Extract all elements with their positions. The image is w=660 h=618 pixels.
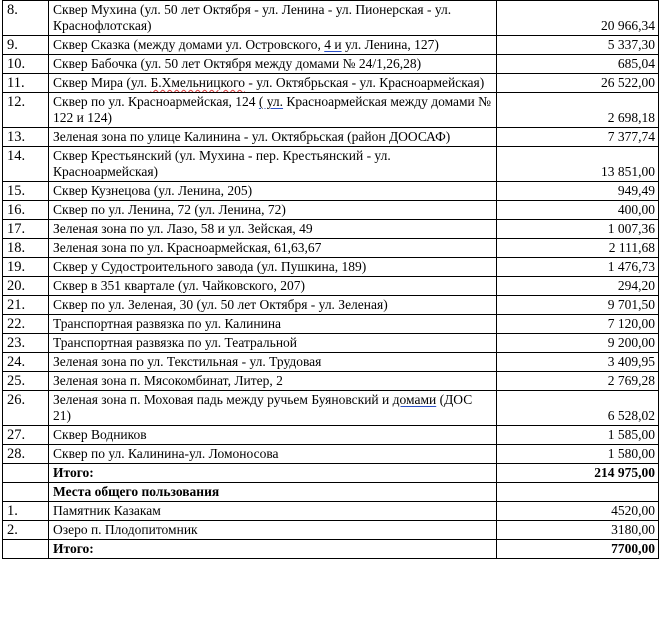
row-name-text: Сквер по ул. Калинина-ул. Ломоносова [53, 446, 279, 461]
row-number: 12. [3, 93, 49, 128]
row-name-text: Транспортная развязка по ул. Театральной [53, 335, 298, 350]
table-row [3, 74, 659, 93]
row-name [49, 201, 497, 220]
table-row [3, 445, 659, 464]
public-places-heading-row [3, 483, 659, 502]
table-row [3, 201, 659, 220]
public-places-section [3, 502, 659, 540]
row-name-text: Зеленая зона п. Мясокомбинат, Литер, 2 [53, 373, 283, 388]
row-value: 3 409,95 [497, 353, 659, 372]
row-value: 685,04 [497, 55, 659, 74]
table-row [3, 277, 659, 296]
row-number: 22. [3, 315, 49, 334]
public-places-heading: Места общего пользования [49, 483, 497, 502]
row-name [49, 182, 497, 201]
row-name [49, 36, 497, 55]
table-row [3, 258, 659, 277]
row-name [49, 220, 497, 239]
heading-value-cell [497, 483, 659, 502]
table-row [3, 239, 659, 258]
table-row [3, 334, 659, 353]
row-name [49, 239, 497, 258]
total-num-cell [3, 464, 49, 483]
row-value: 294,20 [497, 277, 659, 296]
table-row [3, 55, 659, 74]
row-number: 2. [3, 521, 49, 540]
table-row [3, 372, 659, 391]
public-total-row [3, 540, 659, 559]
row-name [49, 391, 497, 426]
table-row [3, 93, 659, 128]
row-name [49, 315, 497, 334]
heading-num-cell [3, 483, 49, 502]
row-name [49, 372, 497, 391]
row-name [49, 353, 497, 372]
row-name [49, 74, 497, 93]
table-row [3, 36, 659, 55]
row-name-text: Сквер Мухина (ул. 50 лет Октября - ул. Ленина - ул. Пионерская - ул. Краснофлотская) [53, 2, 452, 33]
row-name-text: (ДОС 21) [53, 392, 473, 423]
row-name [49, 296, 497, 315]
row-name-text: Озеро п. Плодопитомник [53, 522, 198, 537]
row-name-text: Зеленая зона по ул. Лазо, 58 и ул. Зейская, 49 [53, 221, 313, 236]
underlined-text: ( ул. [258, 94, 284, 109]
row-name [49, 426, 497, 445]
row-value: 4520,00 [497, 502, 659, 521]
row-value: 13 851,00 [497, 147, 659, 182]
row-number: 11. [3, 74, 49, 93]
row-value: 2 769,28 [497, 372, 659, 391]
row-number: 13. [3, 128, 49, 147]
table-row [3, 426, 659, 445]
row-value: 26 522,00 [497, 74, 659, 93]
row-name-text: Сквер Мира (ул. [53, 75, 151, 90]
row-number: 16. [3, 201, 49, 220]
table-row [3, 128, 659, 147]
row-name-text: Зеленая зона по ул. Красноармейская, 61,63,67 [53, 240, 322, 255]
row-name [49, 502, 497, 521]
row-name-text: Сквер Бабочка (ул. 50 лет Октября между домами № 24/1,26,28) [53, 56, 422, 71]
row-number: 8. [3, 1, 49, 36]
table-row [3, 1, 659, 36]
row-number: 25. [3, 372, 49, 391]
row-name-text: Сквер по ул. Ленина, 72 (ул. Ленина, 72) [53, 202, 286, 217]
row-value: 1 007,36 [497, 220, 659, 239]
table-row [3, 521, 659, 540]
row-name-text: Сквер Сказка (между домами ул. Островского, [53, 37, 325, 52]
row-number: 28. [3, 445, 49, 464]
table-row [3, 353, 659, 372]
row-number: 27. [3, 426, 49, 445]
spellcheck-text: Б.Хмельницкого [150, 75, 246, 90]
parks-total-value: 214 975,00 [497, 464, 659, 483]
row-number: 20. [3, 277, 49, 296]
public-total-section [3, 540, 659, 559]
row-name-text: Транспортная развязка по ул. Калинина [53, 316, 282, 331]
row-name [49, 277, 497, 296]
row-value: 3180,00 [497, 521, 659, 540]
row-name-text: Сквер Водников [53, 427, 147, 442]
table-row [3, 391, 659, 426]
row-value: 9 200,00 [497, 334, 659, 353]
row-value: 400,00 [497, 201, 659, 220]
row-number: 10. [3, 55, 49, 74]
row-name [49, 128, 497, 147]
row-number: 17. [3, 220, 49, 239]
row-name [49, 93, 497, 128]
table-row [3, 315, 659, 334]
row-name [49, 147, 497, 182]
row-value: 949,49 [497, 182, 659, 201]
row-name-text: - ул. Октябрьская - ул. Красноармейская) [245, 75, 485, 90]
public-total-label: Итого: [49, 540, 497, 559]
parks-total-row [3, 464, 659, 483]
row-name [49, 1, 497, 36]
row-number: 18. [3, 239, 49, 258]
row-number: 21. [3, 296, 49, 315]
row-value: 7 120,00 [497, 315, 659, 334]
table-row [3, 502, 659, 521]
row-name-text: Зеленая зона по улице Калинина - ул. Октябрьская (район ДООСАФ) [53, 129, 451, 144]
parks-total-label: Итого: [49, 464, 497, 483]
parks-section [3, 1, 659, 464]
table-row [3, 220, 659, 239]
row-name-text: Сквер Кузнецова (ул. Ленина, 205) [53, 183, 253, 198]
row-number: 24. [3, 353, 49, 372]
row-value: 1 580,00 [497, 445, 659, 464]
parks-total-section [3, 464, 659, 502]
row-name-text: Сквер Крестьянский (ул. Мухина - пер. Крестьянский - ул. Красноармейская) [53, 148, 391, 179]
row-value: 9 701,50 [497, 296, 659, 315]
row-number: 23. [3, 334, 49, 353]
row-name [49, 445, 497, 464]
row-number: 19. [3, 258, 49, 277]
row-value: 5 337,30 [497, 36, 659, 55]
row-name [49, 258, 497, 277]
row-value: 2 111,68 [497, 239, 659, 258]
underlined-text: 4 и [324, 37, 342, 52]
row-name-text: Памятник Казакам [53, 503, 161, 518]
underlined-text: домами [392, 392, 437, 407]
row-number: 1. [3, 502, 49, 521]
row-name [49, 55, 497, 74]
row-number: 14. [3, 147, 49, 182]
row-value: 20 966,34 [497, 1, 659, 36]
row-value: 6 528,02 [497, 391, 659, 426]
row-name-text: Зеленая зона п. Моховая падь между ручьем Буяновский и [53, 392, 393, 407]
row-number: 9. [3, 36, 49, 55]
public-total-value: 7700,00 [497, 540, 659, 559]
row-name-text: Сквер по ул. Красноармейская, 124 [53, 94, 259, 109]
row-name-text: Красноармейская между домами № 122 и 124) [53, 94, 492, 125]
row-name-text: ул. Ленина, 127) [341, 37, 439, 52]
row-name-text: Сквер у Судостроительного завода (ул. Пушкина, 189) [53, 259, 367, 274]
table-row [3, 182, 659, 201]
row-number: 15. [3, 182, 49, 201]
row-name [49, 521, 497, 540]
row-value: 1 476,73 [497, 258, 659, 277]
row-name [49, 334, 497, 353]
total-num-cell [3, 540, 49, 559]
row-name-text: Сквер в 351 квартале (ул. Чайковского, 207) [53, 278, 306, 293]
table-row [3, 296, 659, 315]
row-value: 2 698,18 [497, 93, 659, 128]
row-value: 7 377,74 [497, 128, 659, 147]
row-value: 1 585,00 [497, 426, 659, 445]
row-name-text: Сквер по ул. Зеленая, 30 (ул. 50 лет Октября - ул. Зеленая) [53, 297, 388, 312]
row-number: 26. [3, 391, 49, 426]
row-name-text: Зеленая зона по ул. Текстильная - ул. Трудовая [53, 354, 322, 369]
green-areas-table [2, 0, 659, 559]
table-row [3, 147, 659, 182]
